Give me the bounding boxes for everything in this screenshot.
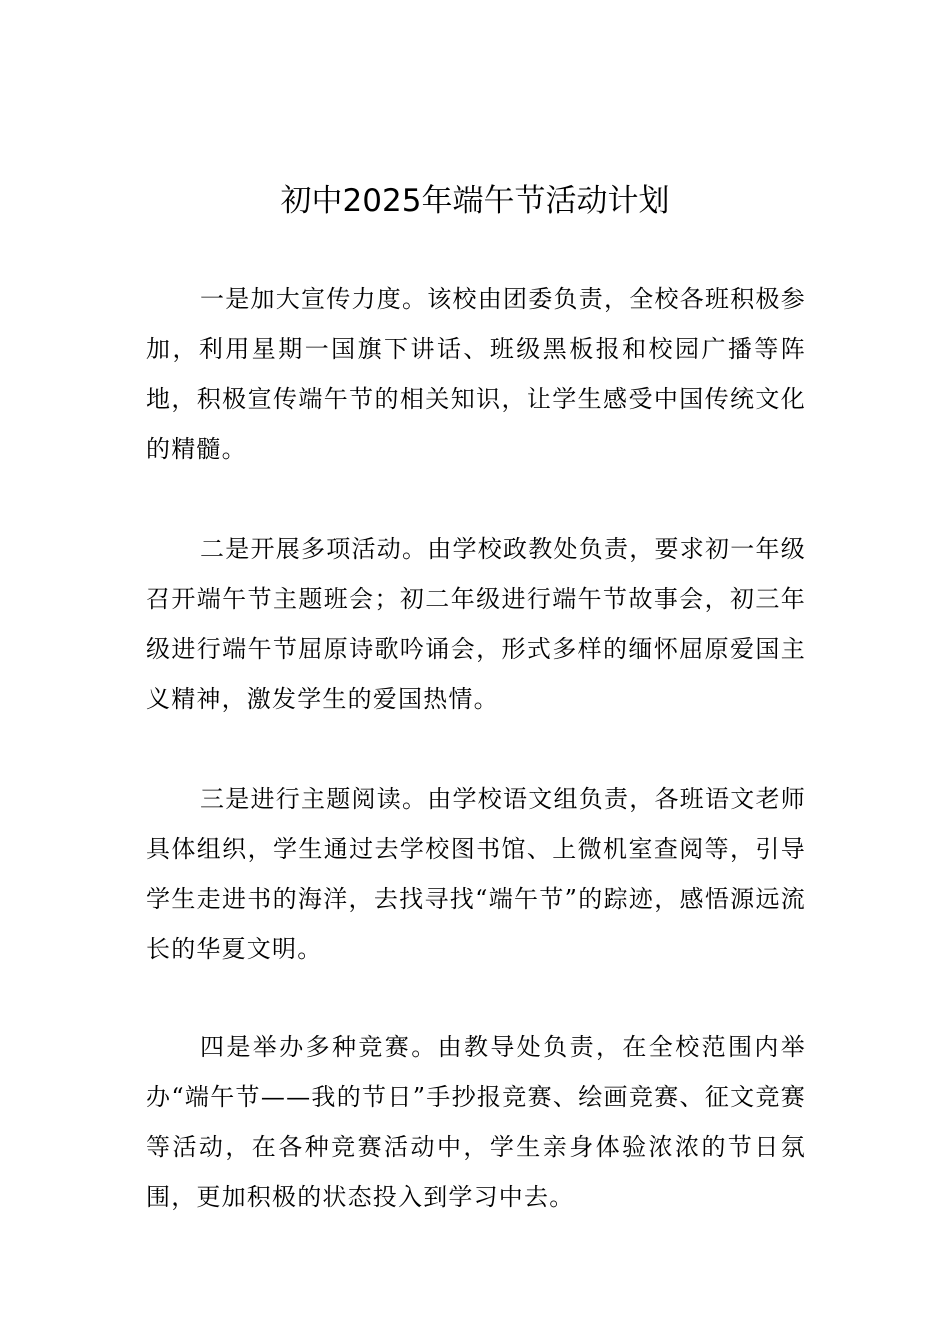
- paragraph-activities: 二是开展多项活动。由学校政教处负责，要求初一年级召开端午节主题班会；初二年级进行端午节故事会，初三年级进行端午节屈原诗歌吟诵会，形式多样的缅怀屈原爱国主义精神，激发学生的爱国热情。: [146, 535, 806, 713]
- paragraph-reading: 三是进行主题阅读。由学校语文组负责，各班语文老师具体组织，学生通过去学校图书馆、上微机室查阅等，引导学生走进书的海洋，去找寻找“端午节”的踪迹，感悟源远流长的华夏文明。: [146, 785, 806, 963]
- document-title: 初中2025年端午节活动计划: [280, 183, 670, 219]
- paragraph-publicity: 一是加大宣传力度。该校由团委负责，全校各班积极参加，利用星期一国旗下讲话、班级黑板报和校园广播等阵地，积极宣传端午节的相关知识，让学生感受中国传统文化的精髓。: [146, 285, 806, 463]
- paragraph-competitions: 四是举办多种竞赛。由教导处负责，在全校范围内举办“端午节——我的节日”手抄报竞赛、绘画竞赛、征文竞赛等活动，在各种竞赛活动中，学生亲身体验浓浓的节日氛围，更加积极的状态投入到学习中去。: [146, 1033, 806, 1211]
